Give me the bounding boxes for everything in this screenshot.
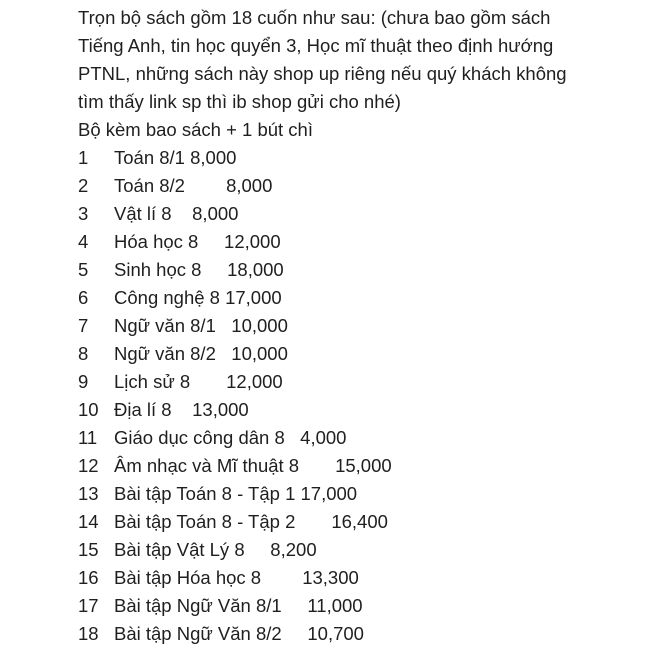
item-number: 3 xyxy=(78,203,89,224)
list-item xyxy=(78,340,634,368)
item-text: Vật lí 8 8,000 xyxy=(114,203,239,224)
item-text: Giáo dục công dân 8 4,000 xyxy=(114,427,347,448)
item-number: 11 xyxy=(78,427,98,448)
item-number: 6 xyxy=(78,287,89,308)
list-item xyxy=(78,564,634,592)
list-item xyxy=(78,620,634,648)
list-item xyxy=(78,508,634,536)
list-item xyxy=(78,228,634,256)
item-text: Bài tập Hóa học 8 13,300 xyxy=(114,567,359,588)
item-text: Bài tập Vật Lý 8 8,200 xyxy=(114,539,317,560)
intro-line-1: Trọn bộ sách gồm 18 cuốn như sau: (chưa bao gồm sách xyxy=(78,7,551,28)
item-text: Âm nhạc và Mĩ thuật 8 15,000 xyxy=(114,455,392,476)
list-item xyxy=(78,480,634,508)
item-text: Ngữ văn 8/1 10,000 xyxy=(114,315,288,336)
item-text: Bài tập Toán 8 - Tập 1 17,000 xyxy=(114,483,358,504)
item-number: 18 xyxy=(78,623,99,644)
item-number: 15 xyxy=(78,539,99,560)
item-number: 1 xyxy=(78,147,89,168)
list-item xyxy=(78,536,634,564)
intro-line-3: PTNL, những sách này shop up riêng nếu quý khách không xyxy=(78,63,567,84)
item-number: 5 xyxy=(78,259,89,280)
list-item xyxy=(78,256,634,284)
item-text: Hóa học 8 12,000 xyxy=(114,231,281,252)
list-item xyxy=(78,368,634,396)
item-number: 16 xyxy=(78,567,99,588)
list-item xyxy=(78,452,634,480)
list-item xyxy=(78,144,634,172)
list-item xyxy=(78,172,634,200)
list-item xyxy=(78,424,634,452)
list-item xyxy=(78,312,634,340)
item-number: 13 xyxy=(78,483,99,504)
item-text: Toán 8/1 8,000 xyxy=(114,147,237,168)
item-number: 7 xyxy=(78,315,89,336)
item-number: 8 xyxy=(78,343,89,364)
intro-line-4: tìm thấy link sp thì ib shop gửi cho nhé) xyxy=(78,91,401,112)
bundle-note: Bộ kèm bao sách + 1 bút chì xyxy=(78,119,313,140)
list-item xyxy=(78,284,634,312)
list-item xyxy=(78,396,634,424)
item-text: Bài tập Ngữ Văn 8/1 11,000 xyxy=(114,595,363,616)
item-number: 12 xyxy=(78,455,99,476)
item-number: 17 xyxy=(78,595,99,616)
item-text: Công nghệ 8 17,000 xyxy=(114,287,282,308)
item-text: Bài tập Toán 8 - Tập 2 16,400 xyxy=(114,511,388,532)
item-text: Sinh học 8 18,000 xyxy=(114,259,284,280)
intro-line-2: Tiếng Anh, tin học quyển 3, Học mĩ thuật theo định hướng xyxy=(78,35,554,56)
list-item xyxy=(78,200,634,228)
item-number: 2 xyxy=(78,175,89,196)
list-item xyxy=(78,592,634,620)
item-number: 10 xyxy=(78,399,99,420)
item-text: Lịch sử 8 12,000 xyxy=(114,371,283,392)
item-text: Bài tập Ngữ Văn 8/2 10,700 xyxy=(114,623,364,644)
item-number: 14 xyxy=(78,511,99,532)
item-text: Toán 8/2 8,000 xyxy=(114,175,273,196)
book-list xyxy=(78,144,634,648)
intro-paragraph xyxy=(78,4,618,144)
item-text: Địa lí 8 13,000 xyxy=(114,399,249,420)
item-text: Ngữ văn 8/2 10,000 xyxy=(114,343,288,364)
item-number: 4 xyxy=(78,231,89,252)
item-number: 9 xyxy=(78,371,89,392)
